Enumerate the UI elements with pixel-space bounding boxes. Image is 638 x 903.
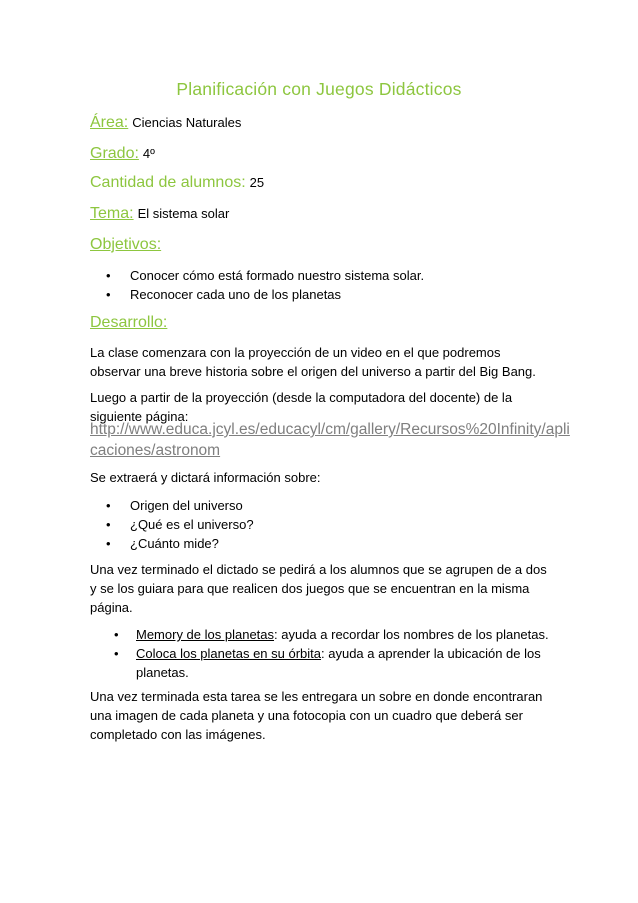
cantidad-value: 25 <box>249 175 265 190</box>
paragraph-line: Luego a partir de la proyección (desde la computadora del docente) de la <box>90 390 513 405</box>
paragraph-line: Una vez terminado el dictado se pedirá a los alumnos que se agrupen de a dos <box>90 562 547 577</box>
game-description: : ayuda a recordar los nombres de los planetas. <box>274 627 549 642</box>
topics-list <box>90 496 254 553</box>
cantidad-field <box>90 174 264 192</box>
area-label: Área: <box>90 114 129 131</box>
desarrollo-heading: Desarrollo: <box>90 314 168 331</box>
link-line[interactable]: http://www.educa.jcyl.es/educacyl/cm/gallery/Recursos%20Infinity/apli <box>90 421 570 438</box>
objetivos-list <box>90 266 424 304</box>
grado-field <box>90 145 155 163</box>
list-item: • Origen del universo <box>90 496 254 515</box>
list-item: • ¿Qué es el universo? <box>90 515 254 534</box>
paragraph-groups <box>90 560 550 617</box>
list-item <box>90 625 560 644</box>
paragraph-line: y se los guiara para que realicen dos juegos que se encuentran en la misma <box>90 581 530 596</box>
games-list <box>90 625 560 682</box>
paragraph-line: completado con las imágenes. <box>90 727 266 742</box>
game-description: : ayuda a aprender la ubicación de los planetas. <box>136 646 541 680</box>
paragraph-intro <box>90 343 550 381</box>
tema-label: Tema: <box>90 205 134 222</box>
paragraph-line: una imagen de cada planeta y una fotocopia con un cuadro que deberá ser <box>90 708 523 723</box>
paragraph-line: Una vez terminada esta tarea se les entregara un sobre en donde encontraran <box>90 689 543 704</box>
resource-link[interactable] <box>90 419 570 461</box>
list-item: • Reconocer cada uno de los planetas <box>90 285 424 304</box>
tema-field <box>90 205 229 223</box>
paragraph-line: siguiente página: <box>90 409 189 424</box>
tema-value: El sistema solar <box>137 206 230 221</box>
link-line[interactable]: caciones/astronom <box>90 442 221 459</box>
objetivos-heading: Objetivos: <box>90 236 162 253</box>
paragraph-line: observar una breve historia sobre el origen del universo a partir del Big Bang. <box>90 364 536 379</box>
game-name: Memory de los planetas <box>136 627 275 642</box>
grado-label: Grado: <box>90 145 139 162</box>
list-item: • Conocer cómo está formado nuestro sistema solar. <box>90 266 424 285</box>
grado-value: 4º <box>142 146 155 161</box>
area-field <box>90 114 241 132</box>
paragraph-line: página. <box>90 600 133 615</box>
paragraph-line: La clase comenzara con la proyección de un video en el que podremos <box>90 345 501 360</box>
paragraph-closing <box>90 687 550 744</box>
game-name: Coloca los planetas en su órbita <box>136 646 322 661</box>
list-item: • ¿Cuánto mide? <box>90 534 254 553</box>
paragraph-line: Se extraerá y dictará información sobre: <box>90 470 321 485</box>
document-title: Planificación con Juegos Didácticos <box>176 79 462 99</box>
list-item <box>90 644 560 682</box>
cantidad-label: Cantidad de alumnos: <box>90 174 246 191</box>
area-value: Ciencias Naturales <box>132 115 242 130</box>
paragraph-extract <box>90 468 550 487</box>
